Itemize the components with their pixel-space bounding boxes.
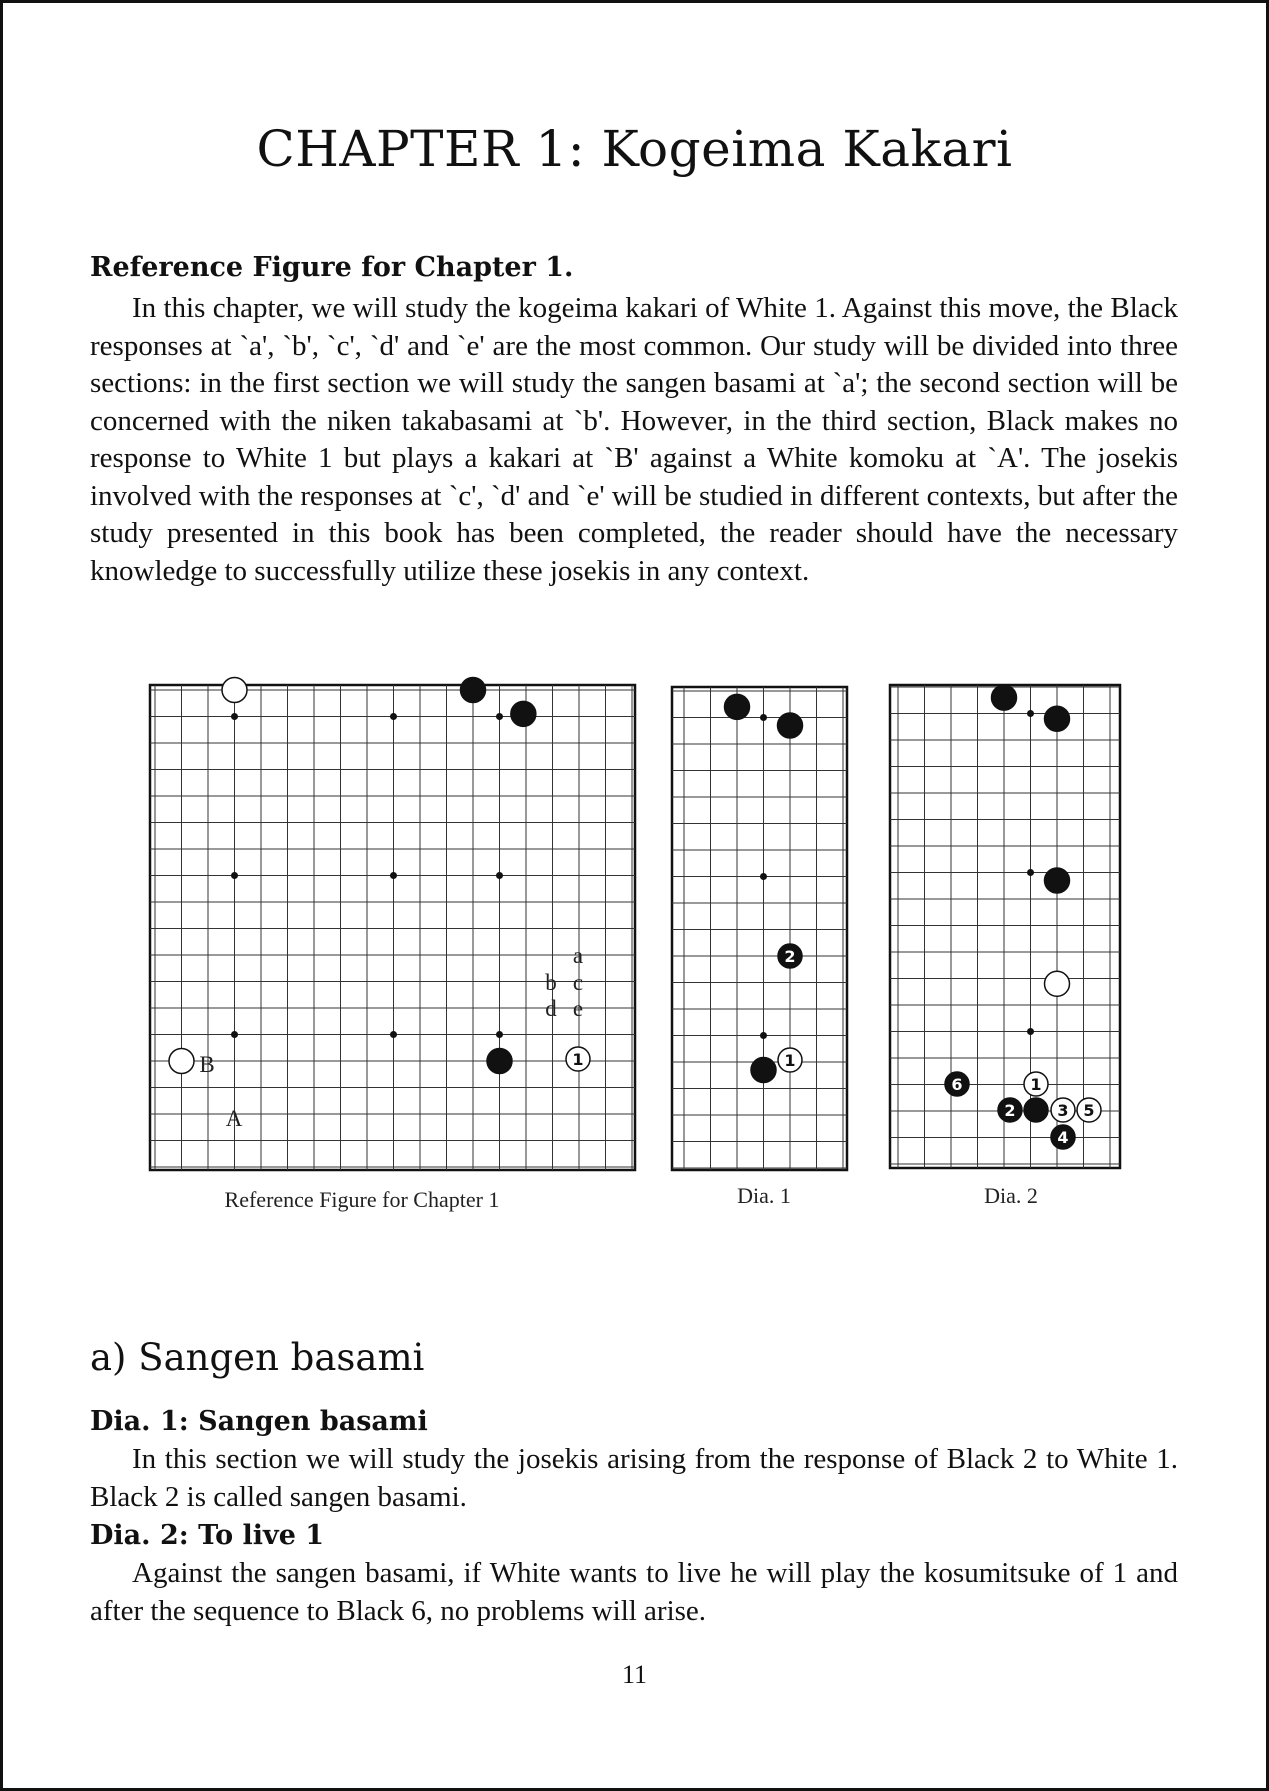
section-title: a) Sangen basami: [90, 1336, 425, 1379]
hoshi-point: [1027, 869, 1034, 876]
dia2-board: [890, 685, 1120, 1168]
ref-label-a: a: [572, 943, 584, 968]
black-stone: [778, 713, 803, 738]
ref-label-B: B: [199, 1052, 215, 1077]
board-border: [150, 685, 635, 1170]
hoshi-point: [390, 713, 397, 720]
hoshi-point: [760, 714, 767, 721]
black-stone: [992, 685, 1017, 710]
black-stone: [725, 694, 750, 719]
black-stone: [751, 1057, 776, 1082]
reference-figure-board: [150, 678, 635, 1171]
ref-label-A: A: [225, 1106, 243, 1131]
black-stone: [487, 1049, 512, 1074]
hoshi-point: [760, 1032, 767, 1039]
dia1-caption: Dia. 1: [737, 1183, 791, 1208]
hoshi-point: [1027, 710, 1034, 717]
black-stone: [511, 701, 536, 726]
dia1-paragraph: In this section we will study the josekis arising from the response of Black 2 to White 1. Black 2 is called sangen basami.: [90, 1443, 1178, 1513]
hoshi-point: [231, 1031, 238, 1038]
dia2-black-4-number: 4: [1057, 1128, 1069, 1147]
hoshi-point: [496, 713, 503, 720]
black-stone: [1045, 706, 1070, 731]
ref-white-1-number: 1: [572, 1050, 584, 1069]
ref-label-e: e: [572, 996, 584, 1021]
hoshi-point: [1027, 1028, 1034, 1035]
board-border: [672, 687, 847, 1170]
hoshi-point: [496, 1031, 503, 1038]
dia2-white-5-number: 5: [1083, 1101, 1095, 1120]
dia2-black-6-number: 6: [951, 1075, 963, 1094]
dia1-black-2-number: 2: [784, 947, 796, 966]
reference-paragraph: In this chapter, we will study the kogeima kakari of White 1. Against this move, the Black responses at `a', `b', `c', `d' and `e' are the most common. Our study will be divided into three sections: in the first section we will study the sangen basami at `a'; the second section will be concerned with the niken takabasami at `b'. However, in the third section, Black makes no response to White 1 but plays a kakari at `B' against a White komoku at `A'. The josekis involved with the responses at `c', `d' and `e' will be studied in different contexts, but after the study presented in this book has been completed, the reader should have the necessary knowledge to successfully utilize these josekis in any context.: [90, 292, 1178, 587]
black-stone: [1045, 868, 1070, 893]
white-stone: [1045, 971, 1070, 996]
dia2-paragraph: Against the sangen basami, if White wants to live he will play the kosumitsuke of 1 and after the sequence to Black 6, no problems will arise.: [90, 1557, 1178, 1627]
ref-label-d: d: [545, 996, 557, 1021]
dia2-black-2-number: 2: [1004, 1101, 1016, 1120]
hoshi-point: [231, 713, 238, 720]
dia1-white-1-number: 1: [784, 1051, 796, 1070]
ref-label-b: b: [545, 970, 557, 995]
chapter-title: CHAPTER 1: Kogeima Kakari: [256, 120, 1013, 178]
reference-figure-caption: Reference Figure for Chapter 1: [224, 1187, 500, 1212]
page-number: 11: [621, 1660, 648, 1689]
hoshi-point: [231, 872, 238, 879]
white-stone: [222, 678, 247, 703]
dia1-board: [672, 687, 847, 1170]
numbered-black-stone: [1024, 1098, 1048, 1122]
black-stone: [461, 678, 486, 703]
dia2-white-1-number: 1: [1030, 1075, 1042, 1094]
white-stone: [169, 1049, 194, 1074]
hoshi-point: [496, 872, 503, 879]
reference-heading: Reference Figure for Chapter 1.: [90, 252, 574, 283]
dia2-white-3-number: 3: [1057, 1101, 1069, 1120]
hoshi-point: [390, 1031, 397, 1038]
dia2-caption: Dia. 2: [984, 1183, 1038, 1208]
dia2-heading: Dia. 2: To live 1: [90, 1520, 325, 1551]
ref-label-c: c: [572, 970, 584, 995]
dia1-heading: Dia. 1: Sangen basami: [90, 1406, 428, 1437]
hoshi-point: [760, 873, 767, 880]
hoshi-point: [390, 872, 397, 879]
